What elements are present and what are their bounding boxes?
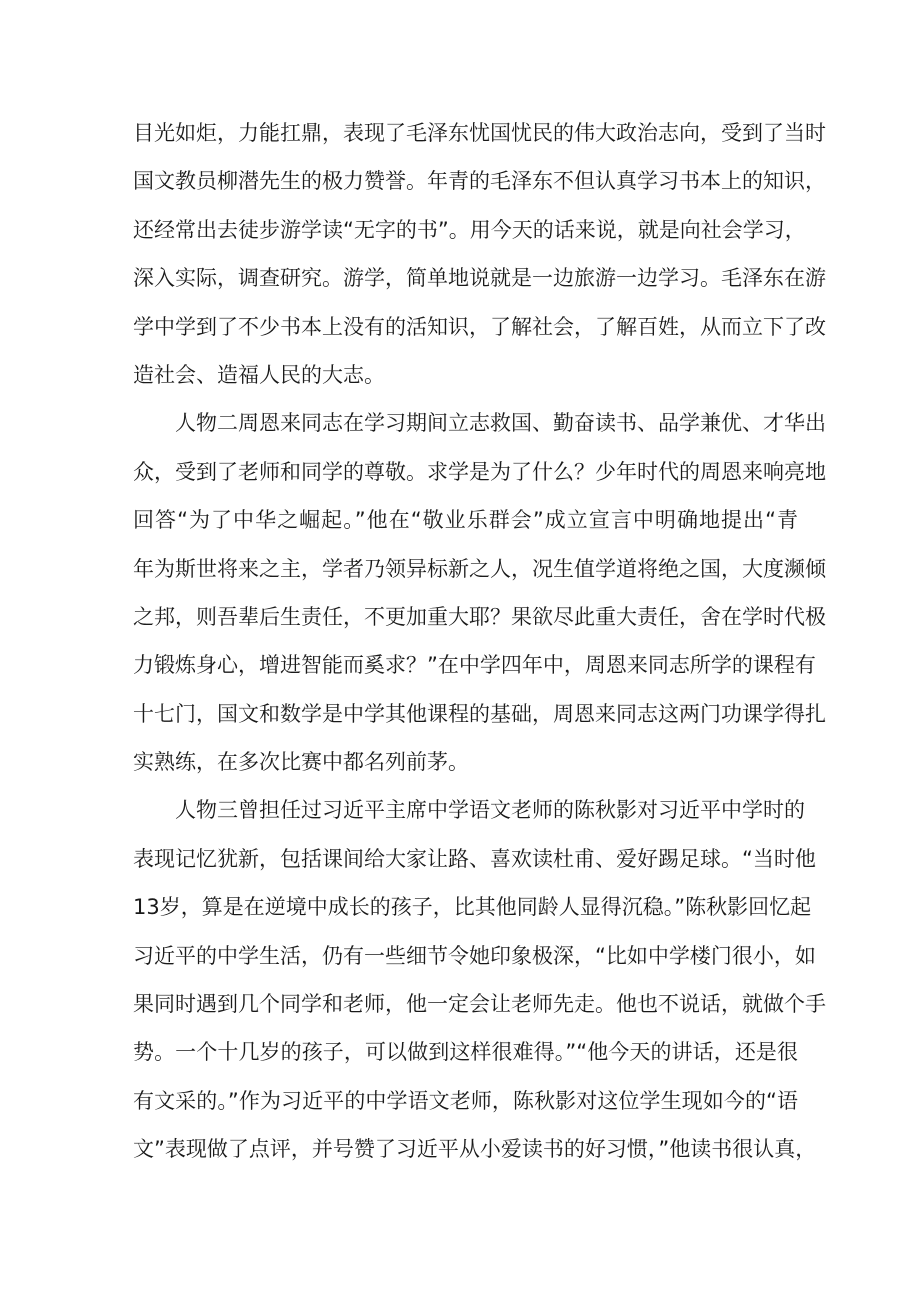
text-line: 文”表现做了点评，并号赞了习近平从小爱读书的好习惯，”他读书很认真，: [133, 1137, 817, 1162]
text-line: 果同时遇到几个同学和老师，他一定会让老师先走。他也不说话，就做个手: [133, 992, 826, 1017]
text-line: 十七门，国文和数学是中学其他课程的基础，周恩来同志这两门功课学得扎: [133, 701, 826, 726]
text-line: 年为斯世将来之主，学者乃领异标新之人，况生值学道将绝之国，大度濒倾: [133, 556, 826, 581]
paragraph: [133, 399, 826, 786]
text-line: 人物二周恩来同志在学习期间立志救国、勤奋读书、品学兼优、才华出: [175, 411, 826, 436]
text-line: 习近平的中学生活，仍有一些细节令她印象极深，“比如中学楼门很小，如: [133, 943, 816, 968]
text-line: 势。一个十几岁的孩子，可以做到这样很难得。”“他今天的讲话，还是很: [133, 1040, 798, 1065]
text-line: 目光如炬，力能扛鼎，表现了毛泽东忧国忧民的伟大政治志向，受到了当时: [133, 121, 826, 145]
body-text: [133, 109, 826, 1174]
text-line: 国文教员柳潜先生的极力赞誉。年青的毛泽东不但认真学习书本上的知识，: [133, 169, 826, 194]
text-line: 深入实际，调查研究。游学，简单地说就是一边旅游一边学习。毛泽东在游: [133, 266, 826, 291]
text-line: 实熟练，在多次比赛中都名列前茅。: [133, 750, 469, 775]
paragraph: [133, 786, 826, 1173]
text-line: 学中学到了不少书本上没有的活知识，了解社会，了解百姓，从而立下了改: [133, 314, 826, 339]
text-line: 之邦，则吾辈后生责任，不更加重大耶？果欲尽此重大责任，舍在学时代极: [133, 604, 826, 629]
text-line: 众，受到了老师和同学的尊敬。求学是为了什么？少年时代的周恩来响亮地: [133, 459, 826, 484]
text-line: 力锻炼身心，增进智能而奚求？”在中学四年中，周恩来同志所学的课程有: [133, 653, 816, 678]
text-line: 回答“为了中华之崛起。”他在“敬业乐群会”成立宣言中明确地提出“青: [133, 508, 798, 533]
text-line: 有文采的。”作为习近平的中学语文老师，陈秋影对这位学生现如今的“语: [133, 1088, 798, 1113]
text-line: 还经常出去徒步游学读“无字的书”。用今天的话来说，就是向社会学习，: [133, 217, 806, 242]
text-line: 人物三曾担任过习近平主席中学语文老师的陈秋影对习近平中学时的: [175, 798, 805, 823]
text-line: 造社会、造福人民的大志。: [133, 362, 385, 387]
text-line: 13岁，算是在逆境中成长的孩子，比其他同龄人显得沉稳。”陈秋影回忆起: [133, 895, 812, 920]
paragraph: [133, 109, 826, 399]
text-line: 表现记忆犹新，包括课间给大家让路、喜欢读杜甫、爱好踢足球。“当时他: [133, 846, 816, 871]
